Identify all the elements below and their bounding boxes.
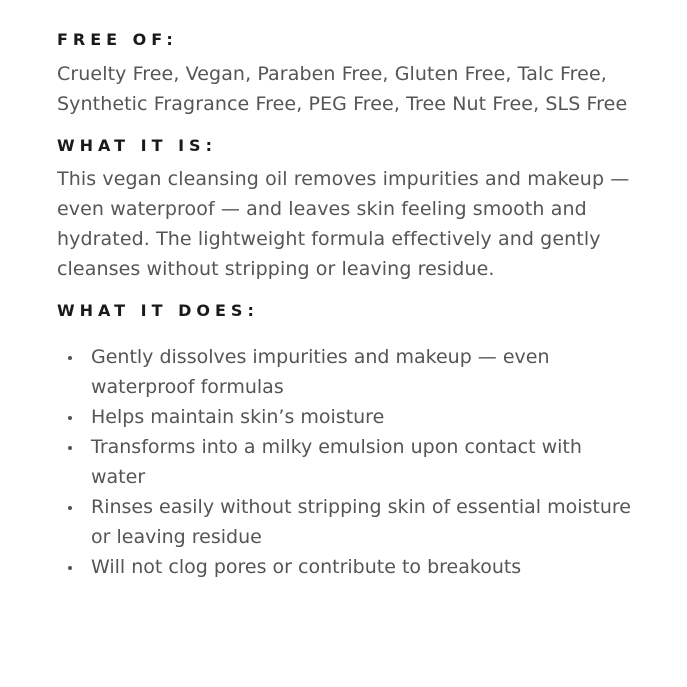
list-item xyxy=(57,402,637,432)
list-item xyxy=(57,342,637,402)
bullet-icon xyxy=(68,416,72,420)
bullet-icon xyxy=(68,506,72,510)
what-it-does-heading: WHAT IT DOES: xyxy=(57,301,259,320)
free-of-heading: FREE OF: xyxy=(57,30,178,49)
list-item-text: Gently dissolves impurities and makeup — even waterproof formulas xyxy=(91,346,550,398)
list-item-text: Helps maintain skin’s moisture xyxy=(91,406,385,428)
list-item-text: Will not clog pores or contribute to breakouts xyxy=(91,556,522,578)
list-item xyxy=(57,552,637,582)
bullet-icon xyxy=(68,446,72,450)
bullet-icon xyxy=(68,356,72,360)
bullet-icon xyxy=(68,566,72,570)
list-item xyxy=(57,492,637,552)
what-it-is-text: This vegan cleansing oil removes impurities and makeup — even waterproof — and leaves skin feeling smooth and hydrated. The lightweight formula effectively and gently cleanses without stripping or leaving residue. xyxy=(57,168,630,280)
product-details xyxy=(57,30,637,582)
what-it-does-list xyxy=(57,342,637,582)
list-item xyxy=(57,432,637,492)
what-it-is-heading: WHAT IT IS: xyxy=(57,136,217,155)
free-of-text: Cruelty Free, Vegan, Paraben Free, Gluten Free, Talc Free, Synthetic Fragrance Free, PEG Free, Tree Nut Free, SLS Free xyxy=(57,63,628,115)
list-item-text: Transforms into a milky emulsion upon contact with water xyxy=(91,436,582,488)
list-item-text: Rinses easily without stripping skin of essential moisture or leaving residue xyxy=(91,496,631,548)
